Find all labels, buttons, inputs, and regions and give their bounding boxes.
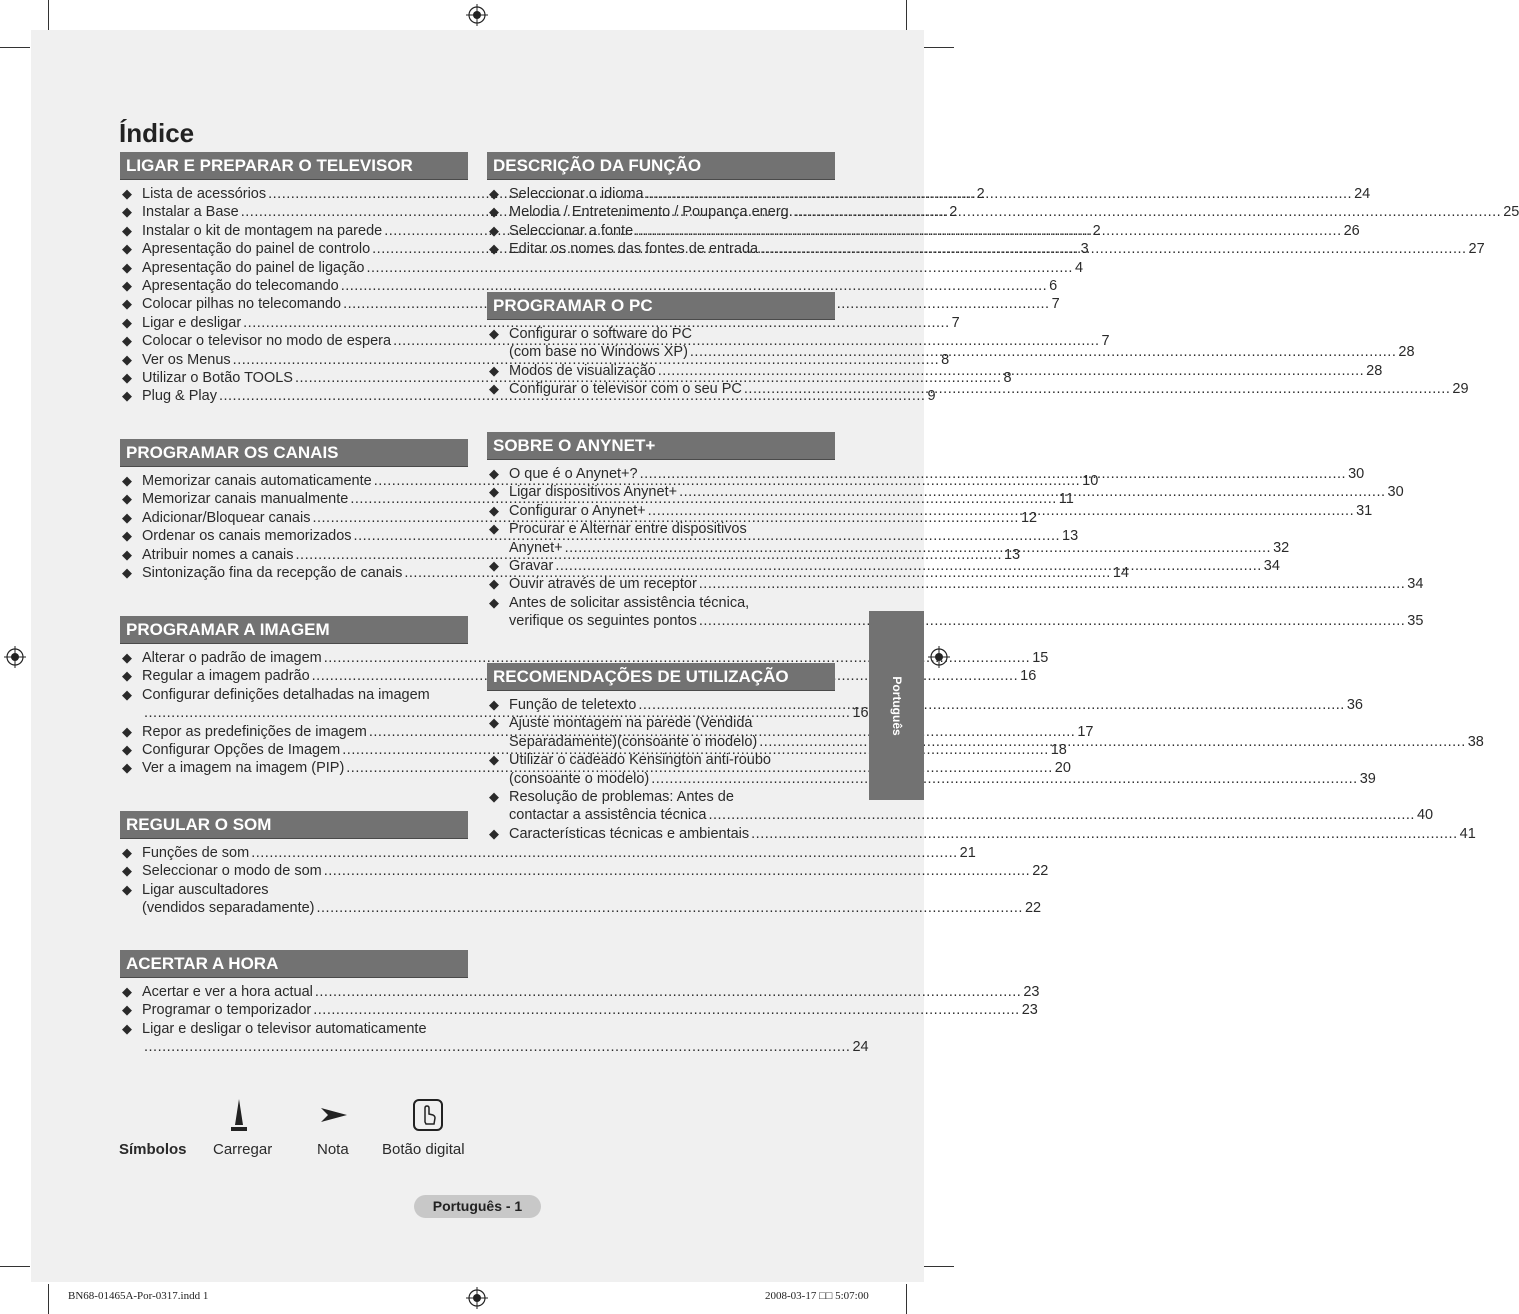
toc-entry-text: Apresentação do painel de ligação <box>142 259 365 276</box>
toc-entry-text-line1: Resolução de problemas: Antes de <box>509 789 734 806</box>
toc-entry[interactable] <box>120 649 1049 667</box>
toc-entry-text: (vendidos separadamente) <box>142 900 315 917</box>
crop-mark <box>0 1266 30 1267</box>
section-heading: ACERTAR A HORA <box>120 950 468 978</box>
toc-entry-page: 6 <box>1049 278 1058 295</box>
diamond-bullet-icon: ◆ <box>489 715 499 731</box>
symbol-label-carregar: Carregar <box>213 1141 273 1158</box>
toc-entry-page: 40 <box>1416 807 1434 824</box>
toc-entry[interactable] <box>487 240 1485 258</box>
toc-entry-page: 15 <box>1032 650 1049 666</box>
toc-entry-page: 28 <box>1366 362 1383 379</box>
toc-entry-page: 2 <box>949 204 958 221</box>
toc-entry[interactable] <box>487 380 1469 398</box>
diamond-bullet-icon: ◆ <box>489 466 499 481</box>
dot-leader <box>565 539 1271 557</box>
toc-entry-page: 29 <box>1452 381 1469 398</box>
toc-entry-text: Funções de som <box>142 845 250 861</box>
dot-leader <box>658 362 1364 380</box>
registration-mark-icon <box>466 1287 488 1309</box>
toc-entry[interactable] <box>487 325 1415 362</box>
section-heading: SOBRE O ANYNET+ <box>487 432 835 460</box>
toc-entry-page: 34 <box>1263 558 1280 575</box>
dot-leader <box>760 240 1466 258</box>
diamond-bullet-icon: ◆ <box>489 752 499 768</box>
toc-entry[interactable] <box>120 862 1049 880</box>
toc-entry[interactable] <box>487 594 1424 631</box>
diamond-bullet-icon: ◆ <box>122 222 132 238</box>
toc-entry-page: 2 <box>1092 222 1101 239</box>
toc-entry-text: Características técnicas e ambientais <box>509 825 750 842</box>
toc-entry-page: 31 <box>1356 502 1373 519</box>
registration-mark-icon <box>4 646 26 668</box>
toc-entry[interactable] <box>120 881 1042 918</box>
dot-leader <box>315 983 1021 1001</box>
toc-entry-text: Memorizar canais automaticamente <box>142 473 372 489</box>
toc-entry-page: 26 <box>1343 222 1360 239</box>
diamond-bullet-icon: ◆ <box>122 863 132 879</box>
diamond-bullet-icon: ◆ <box>489 222 499 238</box>
toc-entry-text: Melodia / Entretenimento / Poupança energ. <box>509 204 793 221</box>
toc-entry-text: Ver os Menus <box>142 351 231 368</box>
toc-entry-text-line1: Ligar e desligar o televisor automaticamente <box>142 1020 427 1037</box>
toc-section-pc <box>487 292 1469 399</box>
dot-leader <box>759 733 1465 751</box>
toc-entry-text: Ligar dispositivos Anynet+ <box>509 484 678 501</box>
crop-mark <box>924 1266 954 1267</box>
toc-entry[interactable] <box>120 1001 1038 1019</box>
section-heading: DESCRIÇÃO DA FUNÇÃO <box>487 152 835 180</box>
toc-entry-text: (consoante o modelo) <box>509 770 650 787</box>
dot-leader <box>744 380 1450 398</box>
toc-entry-text: Seleccionar a fonte <box>509 222 634 239</box>
diamond-bullet-icon: ◆ <box>122 760 132 776</box>
toc-entry-text: Gravar <box>509 558 554 575</box>
footer-file-name: BN68-01465A-Por-0317.indd 1 <box>68 1290 209 1302</box>
dot-leader <box>638 696 1344 714</box>
crop-mark <box>906 1284 907 1314</box>
toc-entry-text: Instalar a Base <box>142 204 239 221</box>
diamond-bullet-icon: ◆ <box>489 204 499 220</box>
toc-entry-text-line1: Procurar e Alternar entre dispositivos <box>509 521 747 538</box>
toc-entry-page: 2 <box>976 186 985 202</box>
toc-entry-text: Regular a imagem padrão <box>142 668 310 685</box>
dot-leader <box>679 483 1385 501</box>
toc-entry-text: Colocar pilhas no telecomando <box>142 296 342 313</box>
toc-entry-text: Adicionar/Bloquear canais <box>142 509 311 526</box>
diamond-bullet-icon: ◆ <box>122 845 132 860</box>
dot-leader <box>690 343 1396 361</box>
toc-entry-page: 38 <box>1467 733 1484 750</box>
toc-entry-page: 16 <box>1020 668 1037 685</box>
toc-entry-page: 39 <box>1359 770 1376 787</box>
toc-entry-text: Instalar o kit de montagem na parede <box>142 222 383 239</box>
toc-entry-page: 11 <box>1058 491 1074 508</box>
toc-entry-page: 8 <box>1003 370 1012 387</box>
toc-entry-page: 18 <box>1050 742 1067 759</box>
toc-entry-page: 30 <box>1348 466 1365 482</box>
toc-entry-text: Ouvir através de um receptor <box>509 576 697 593</box>
symbols-legend <box>119 1095 479 1165</box>
footer-timestamp: 2008-03-17 □□ 5:07:00 <box>765 1290 869 1302</box>
crop-mark <box>0 47 30 48</box>
toc-entry-text: Plug & Play <box>142 388 217 405</box>
toc-entry-text: Anynet+ <box>509 539 563 556</box>
dot-leader <box>313 1001 1019 1019</box>
diamond-bullet-icon: ◆ <box>489 502 499 518</box>
toc-entry-page: 14 <box>1112 565 1129 582</box>
toc-entry-text: Apresentação do painel de controlo <box>142 241 371 258</box>
toc-entry-page: 27 <box>1468 241 1485 258</box>
dot-leader <box>648 502 1354 520</box>
toc-entry[interactable] <box>120 983 1040 1001</box>
toc-entry-page: 13 <box>1062 528 1079 545</box>
toc-entry-text: Separadamente)(consoante o modelo) <box>509 733 758 750</box>
diamond-bullet-icon: ◆ <box>122 296 132 312</box>
toc-entry-text: Configurar Opções de Imagem <box>142 742 341 759</box>
toc-entry-page: 23 <box>1023 984 1040 1000</box>
toc-entry-text: Atribuir nomes a canais <box>142 546 294 563</box>
toc-entry-text: Alterar o padrão de imagem <box>142 650 322 666</box>
diamond-bullet-icon: ◆ <box>489 186 499 201</box>
toc-entry-text: Modos de visualização <box>509 362 656 379</box>
toc-entry-text-line1: Ligar auscultadores <box>142 881 269 898</box>
diamond-bullet-icon: ◆ <box>489 521 499 537</box>
page-title: Índice <box>119 118 195 148</box>
toc-entry-text: Programar o temporizador <box>142 1002 312 1019</box>
toc-entry[interactable] <box>487 222 1360 240</box>
dot-leader <box>699 575 1405 593</box>
toc-entry-text-line1: Utilizar o cadeado Kensington anti-roubo <box>509 752 771 769</box>
toc-entry-text: Função de teletexto <box>509 697 637 713</box>
diamond-bullet-icon: ◆ <box>489 326 499 341</box>
dot-leader <box>635 222 1341 240</box>
toc-entry-text: Sintonização fina da recepção de canais <box>142 565 403 582</box>
diamond-bullet-icon: ◆ <box>122 278 132 294</box>
toc-entry-page: 12 <box>1020 509 1038 526</box>
diamond-bullet-icon: ◆ <box>122 204 132 220</box>
diamond-bullet-icon: ◆ <box>489 484 499 500</box>
toc-entry-page: 21 <box>959 845 976 861</box>
dot-leader <box>144 1038 850 1056</box>
section-heading: LIGAR E PREPARAR O TELEVISOR <box>120 152 468 180</box>
crop-mark <box>924 47 954 48</box>
diamond-bullet-icon: ◆ <box>489 825 499 841</box>
diamond-bullet-icon: ◆ <box>122 314 132 330</box>
diamond-bullet-icon: ◆ <box>122 333 132 349</box>
registration-mark-icon <box>466 4 488 26</box>
dot-leader <box>324 862 1030 880</box>
toc-entry-text: contactar a assistência técnica <box>509 807 707 824</box>
language-side-tab <box>869 611 924 800</box>
dot-leader <box>651 770 1357 788</box>
toc-entry-text-line1: Ajuste montagem na parede (Vendida <box>509 715 753 732</box>
toc-entry-page: 36 <box>1346 697 1363 713</box>
diamond-bullet-icon: ◆ <box>122 473 132 488</box>
toc-entry-text: verifique os seguintes pontos <box>509 613 697 630</box>
dot-leader <box>640 465 1346 483</box>
toc-entry-text-line1: Antes de solicitar assistência técnica, <box>509 594 750 611</box>
toc-entry-page: 28 <box>1398 344 1415 361</box>
toc-entry-text: Repor as predefinições de imagem <box>142 723 367 740</box>
toc-entry-list <box>120 983 1040 1057</box>
diamond-bullet-icon: ◆ <box>489 558 499 574</box>
toc-entry-page: 13 <box>1003 546 1021 563</box>
diamond-bullet-icon: ◆ <box>489 594 499 610</box>
toc-entry-page: 4 <box>1074 259 1084 276</box>
toc-entry-list <box>120 844 1049 918</box>
toc-entry-text: Apresentação do telecomando <box>142 278 339 295</box>
dot-leader <box>555 557 1261 575</box>
page-number-badge: Português - 1 <box>414 1195 541 1218</box>
toc-entry-page: 10 <box>1082 473 1099 489</box>
toc-entry-text: Utilizar o Botão TOOLS <box>142 370 293 387</box>
dot-leader <box>751 825 1457 843</box>
diamond-bullet-icon: ◆ <box>489 241 499 257</box>
diamond-bullet-icon: ◆ <box>489 789 499 805</box>
toc-entry-page: 24 <box>852 1039 869 1056</box>
toc-entry[interactable] <box>487 788 1434 825</box>
diamond-bullet-icon: ◆ <box>122 241 132 257</box>
diamond-bullet-icon: ◆ <box>122 742 132 758</box>
symbol-label-botao-digital: Botão digital <box>382 1141 465 1158</box>
toc-entry-text: Configurar o televisor com o seu PC <box>509 381 742 398</box>
toc-entry-text-line1: Configurar o software do PC <box>509 326 692 342</box>
toc-entry-page: 22 <box>1032 863 1049 880</box>
toc-entry-list <box>487 325 1469 399</box>
toc-entry-page: 8 <box>941 351 950 368</box>
diamond-bullet-icon: ◆ <box>122 1020 132 1036</box>
toc-entry[interactable] <box>120 277 1058 295</box>
diamond-bullet-icon: ◆ <box>122 546 132 562</box>
symbols-title: Símbolos <box>119 1141 187 1158</box>
diamond-bullet-icon: ◆ <box>122 668 132 684</box>
diamond-bullet-icon: ◆ <box>122 509 132 525</box>
toc-entry-page: 34 <box>1407 576 1424 593</box>
diamond-bullet-icon: ◆ <box>122 528 132 544</box>
toc-entry-page: 41 <box>1459 825 1476 842</box>
dot-leader <box>317 899 1023 917</box>
toc-entry-page: 3 <box>1080 241 1089 258</box>
toc-entry[interactable] <box>487 575 1424 593</box>
toc-entry-page: 35 <box>1407 613 1424 630</box>
toc-entry-page: 32 <box>1273 539 1290 556</box>
toc-section-hora <box>120 950 1040 1057</box>
crop-mark <box>906 0 907 30</box>
toc-entry-text: Colocar o televisor no modo de espera <box>142 333 392 350</box>
toc-entry-text: Lista de acessórios <box>142 186 267 202</box>
note-arrow-icon <box>319 1105 349 1125</box>
toc-entry-page: 30 <box>1387 484 1404 501</box>
diamond-bullet-icon: ◆ <box>122 351 132 367</box>
diamond-bullet-icon: ◆ <box>122 984 132 999</box>
toc-entry-text: Editar os nomes das fontes de entrada <box>509 241 759 258</box>
diamond-bullet-icon: ◆ <box>489 697 499 712</box>
toc-entry-text: Ver a imagem na imagem (PIP) <box>142 760 345 777</box>
toc-entry[interactable] <box>487 825 1476 843</box>
dot-leader <box>708 806 1414 824</box>
symbol-label-nota: Nota <box>317 1141 349 1158</box>
toc-entry-text: Acertar e ver a hora actual <box>142 984 313 1000</box>
toc-entry-text: Seleccionar o modo de som <box>142 863 322 880</box>
toc-entry-text: Ligar e desligar <box>142 314 242 331</box>
toc-entry-list <box>487 185 1519 259</box>
toc-section-funcao <box>487 152 1519 259</box>
toc-entry[interactable] <box>120 259 1084 277</box>
section-heading: RECOMENDAÇÕES DE UTILIZAÇÃO <box>487 663 835 691</box>
diamond-bullet-icon: ◆ <box>122 491 132 507</box>
toc-entry-page: 24 <box>1354 186 1371 202</box>
section-heading: PROGRAMAR A IMAGEM <box>120 616 468 644</box>
diamond-bullet-icon: ◆ <box>122 1002 132 1018</box>
toc-entry[interactable] <box>487 362 1383 380</box>
diamond-bullet-icon: ◆ <box>122 881 132 897</box>
toc-entry-page: 22 <box>1024 900 1042 917</box>
toc-entry-page: 25 <box>1503 204 1519 221</box>
toc-entry-page: 7 <box>1051 296 1060 313</box>
dot-leader <box>795 203 1501 221</box>
toc-entry[interactable] <box>120 314 960 332</box>
press-icon <box>229 1095 249 1135</box>
diamond-bullet-icon: ◆ <box>122 370 132 386</box>
diamond-bullet-icon: ◆ <box>489 362 499 378</box>
toc-entry-page: 17 <box>1077 723 1094 740</box>
toc-entry-text: (com base no Windows XP) <box>509 344 688 361</box>
toc-entry-page: 7 <box>951 314 960 331</box>
toc-entry-page: 16 <box>852 705 869 722</box>
dot-leader <box>367 259 1073 277</box>
toc-entry-page: 9 <box>927 388 936 405</box>
toc-entry-text-line1: Configurar definições detalhadas na imagem <box>142 686 430 703</box>
diamond-bullet-icon: ◆ <box>122 650 132 665</box>
diamond-bullet-icon: ◆ <box>122 686 132 702</box>
diamond-bullet-icon: ◆ <box>122 723 132 739</box>
dot-leader <box>699 612 1405 630</box>
toc-entry-text: O que é o Anynet+? <box>509 466 638 482</box>
toc-entry[interactable] <box>487 203 1519 221</box>
diamond-bullet-icon: ◆ <box>122 186 132 201</box>
toc-entry[interactable] <box>120 1020 869 1057</box>
diamond-bullet-icon: ◆ <box>122 565 132 581</box>
toc-entry[interactable] <box>487 185 1371 203</box>
toc-entry-text: Memorizar canais manualmente <box>142 491 349 508</box>
dot-leader <box>251 844 957 862</box>
section-heading: PROGRAMAR OS CANAIS <box>120 439 468 467</box>
toc-entry-text: Configurar o Anynet+ <box>509 502 646 519</box>
crop-mark <box>48 1284 49 1314</box>
toc-entry[interactable] <box>120 844 976 862</box>
section-heading: PROGRAMAR O PC <box>487 292 835 320</box>
toc-entry-text: Seleccionar o idioma <box>509 186 644 202</box>
diamond-bullet-icon: ◆ <box>122 388 132 404</box>
section-heading: REGULAR O SOM <box>120 811 468 839</box>
crop-mark <box>48 0 49 30</box>
toc-entry-page: 23 <box>1021 1002 1038 1019</box>
one-touch-button-icon <box>412 1098 444 1132</box>
toc-entry-page: 20 <box>1054 760 1071 777</box>
diamond-bullet-icon: ◆ <box>489 576 499 592</box>
diamond-bullet-icon: ◆ <box>122 259 132 275</box>
toc-entry-page: 7 <box>1101 333 1110 350</box>
diamond-bullet-icon: ◆ <box>489 381 499 397</box>
dot-leader <box>646 185 1352 203</box>
side-tab-label: Português <box>889 675 904 736</box>
toc-entry-text: Ordenar os canais memorizados <box>142 528 352 545</box>
